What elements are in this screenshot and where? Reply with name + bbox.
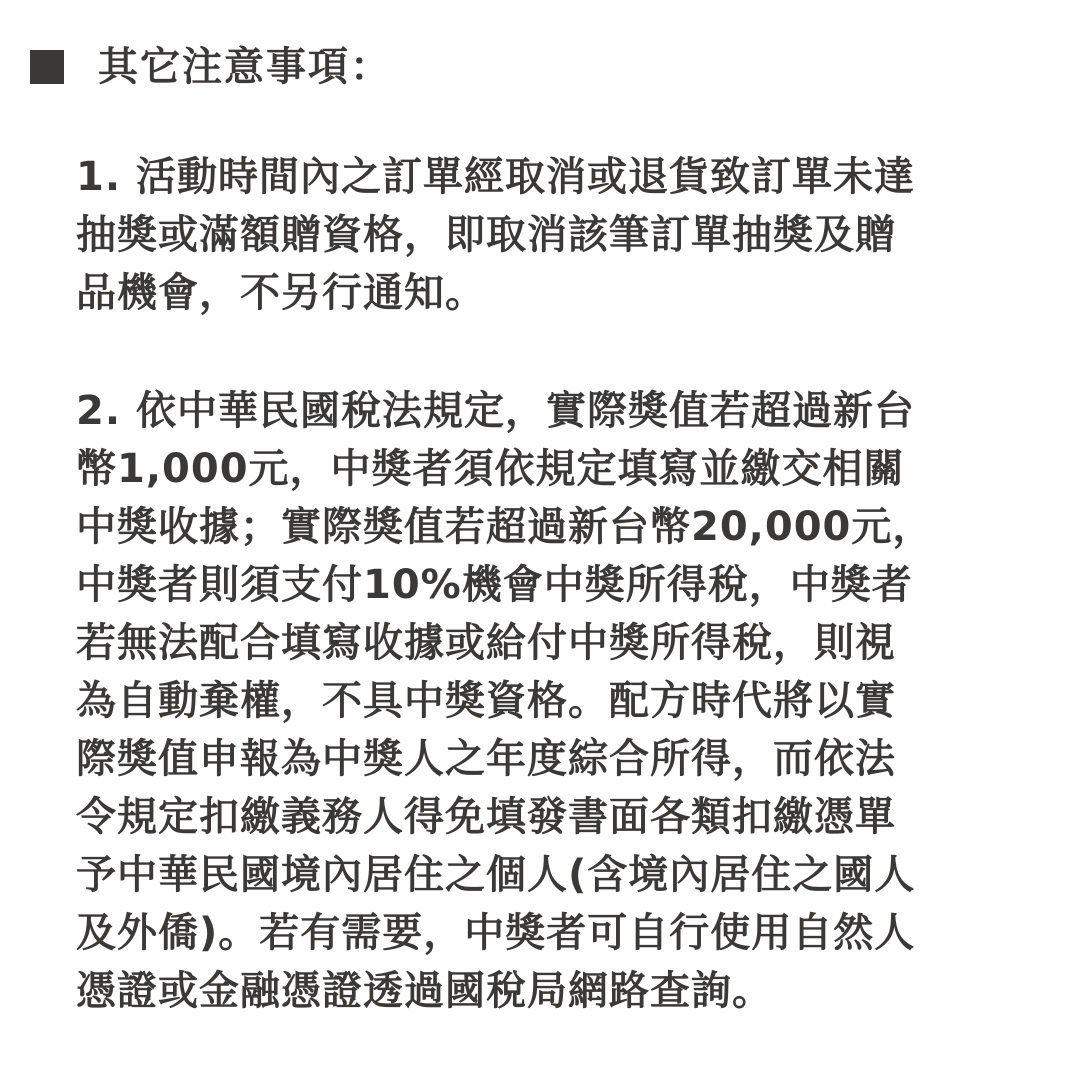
note-line: 幣1,000元，中獎者須依規定填寫並繳交相關: [76, 446, 905, 492]
note-line: 令規定扣繳義務人得免填發書面各類扣繳憑單: [76, 794, 896, 840]
section-header: [30, 38, 392, 96]
note-line: 抽獎或滿額贈資格，即取消該筆訂單抽獎及贈: [76, 212, 896, 258]
square-bullet-icon: [30, 50, 64, 84]
note-line: 憑證或金融憑證透過國稅局網路查詢。: [76, 968, 773, 1014]
note-line: 中獎者則須支付10%機會中獎所得稅，中獎者: [76, 562, 913, 608]
note-line: 2. 依中華民國稅法規定，實際獎值若超過新台: [76, 388, 915, 434]
note-line: 際獎值申報為中獎人之年度綜合所得，而依法: [76, 736, 896, 782]
note-item-1: [76, 148, 1066, 322]
note-line: 若無法配合填寫收據或給付中獎所得稅，則視: [76, 620, 896, 666]
note-line: 中獎收據；實際獎值若超過新台幣20,000元，: [76, 504, 934, 550]
note-line: 予中華民國境內居住之個人(含境內居住之國人: [76, 852, 916, 898]
note-line: 為自動棄權，不具中獎資格。配方時代將以實: [76, 678, 896, 724]
note-line: 1. 活動時間內之訂單經取消或退貨致訂單未達: [76, 154, 915, 200]
note-line: 及外僑)。若有需要，中獎者可自行使用自然人: [76, 910, 916, 956]
note-item-2: [76, 382, 1066, 1020]
note-line: 品機會，不另行通知。: [76, 270, 486, 316]
section-title: 其它注意事項：: [98, 44, 392, 90]
